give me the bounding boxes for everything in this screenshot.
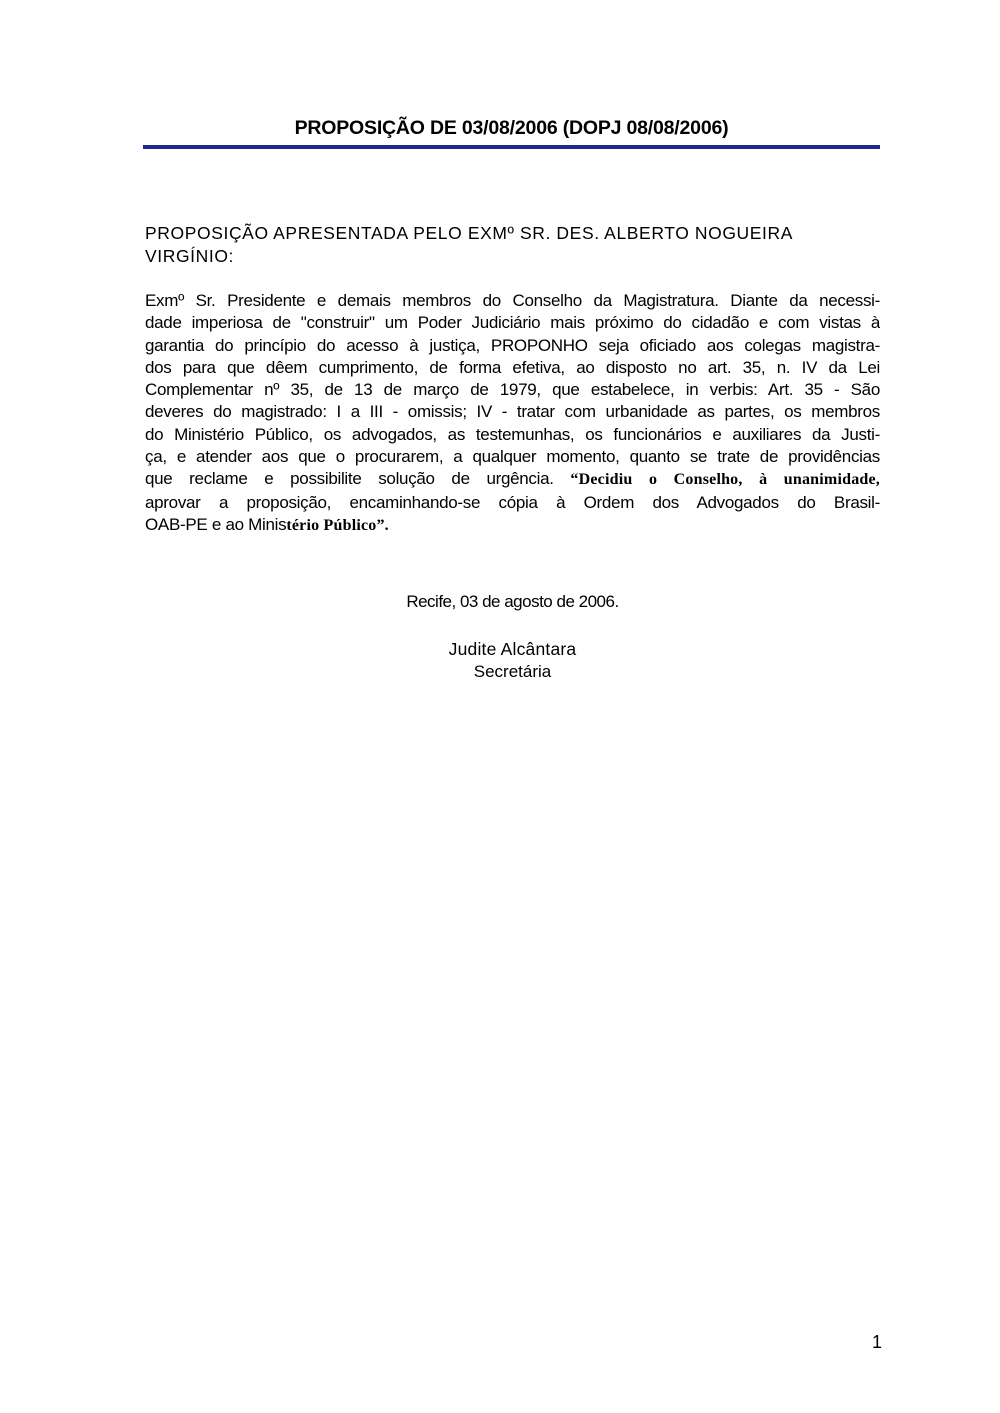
decision-statement-start: “Decidiu o Conselho, à unanimidade, (570, 471, 880, 489)
heading-line-1: PROPOSIÇÃO APRESENTADA PELO EXMº SR. DES. ALBERTO NOGUEIRA (145, 223, 794, 243)
body-line-3: garantia do princípio do acesso à justiça, PROPONHO seja oficiado aos colegas magistra- (145, 335, 880, 355)
body-line-9 (145, 468, 880, 491)
proposal-body (145, 290, 880, 537)
body-line-2: dade imperiosa de "construir" um Poder Judiciário mais próximo do cidadão e com vistas à (145, 313, 880, 333)
signer-name: Judite Alcântara (448, 639, 577, 659)
body-line-5: Complementar nº 35, de 13 de março de 1979, que estabelece, in verbis: Art. 35 - São (145, 380, 880, 400)
body-line-11-text: OAB-PE e ao Minis (145, 514, 287, 534)
body-line-6: deveres do magistrado: I a III - omissis; IV - tratar com urbanidade as partes, os membros (145, 402, 880, 422)
body-line-7: do Ministério Público, os advogados, as testemunhas, os funcionários e auxiliares da Justi- (145, 424, 880, 444)
body-line-11 (145, 514, 880, 537)
body-line-4: dos para que dêem cumprimento, de forma efetiva, ao disposto no art. 35, n. IV da Lei (145, 357, 880, 377)
body-line-1: Exmº Sr. Presidente e demais membros do Conselho da Magistratura. Diante da necessi- (145, 291, 880, 310)
place-and-date: Recife, 03 de agosto de 2006. (406, 592, 619, 611)
signer-role: Secretária (473, 662, 552, 681)
decision-statement-end: tério Público”. (286, 516, 389, 534)
body-line-8: ça, e atender aos que o procurarem, a qualquer momento, quanto se trate de providências (145, 447, 880, 467)
proposal-heading (145, 222, 880, 268)
body-line-10: aprovar a proposição, encaminhando-se cópia à Ordem dos Advogados do Brasil- (145, 492, 880, 512)
title-underline-rule (143, 145, 880, 149)
document-title: PROPOSIÇÃO DE 03/08/2006 (DOPJ 08/08/2006) (294, 117, 729, 139)
page-number: 1 (871, 1332, 882, 1352)
body-line-9-text: que reclame e possibilite solução de urgência. (145, 469, 571, 489)
heading-line-2: VIRGÍNIO: (145, 246, 235, 266)
